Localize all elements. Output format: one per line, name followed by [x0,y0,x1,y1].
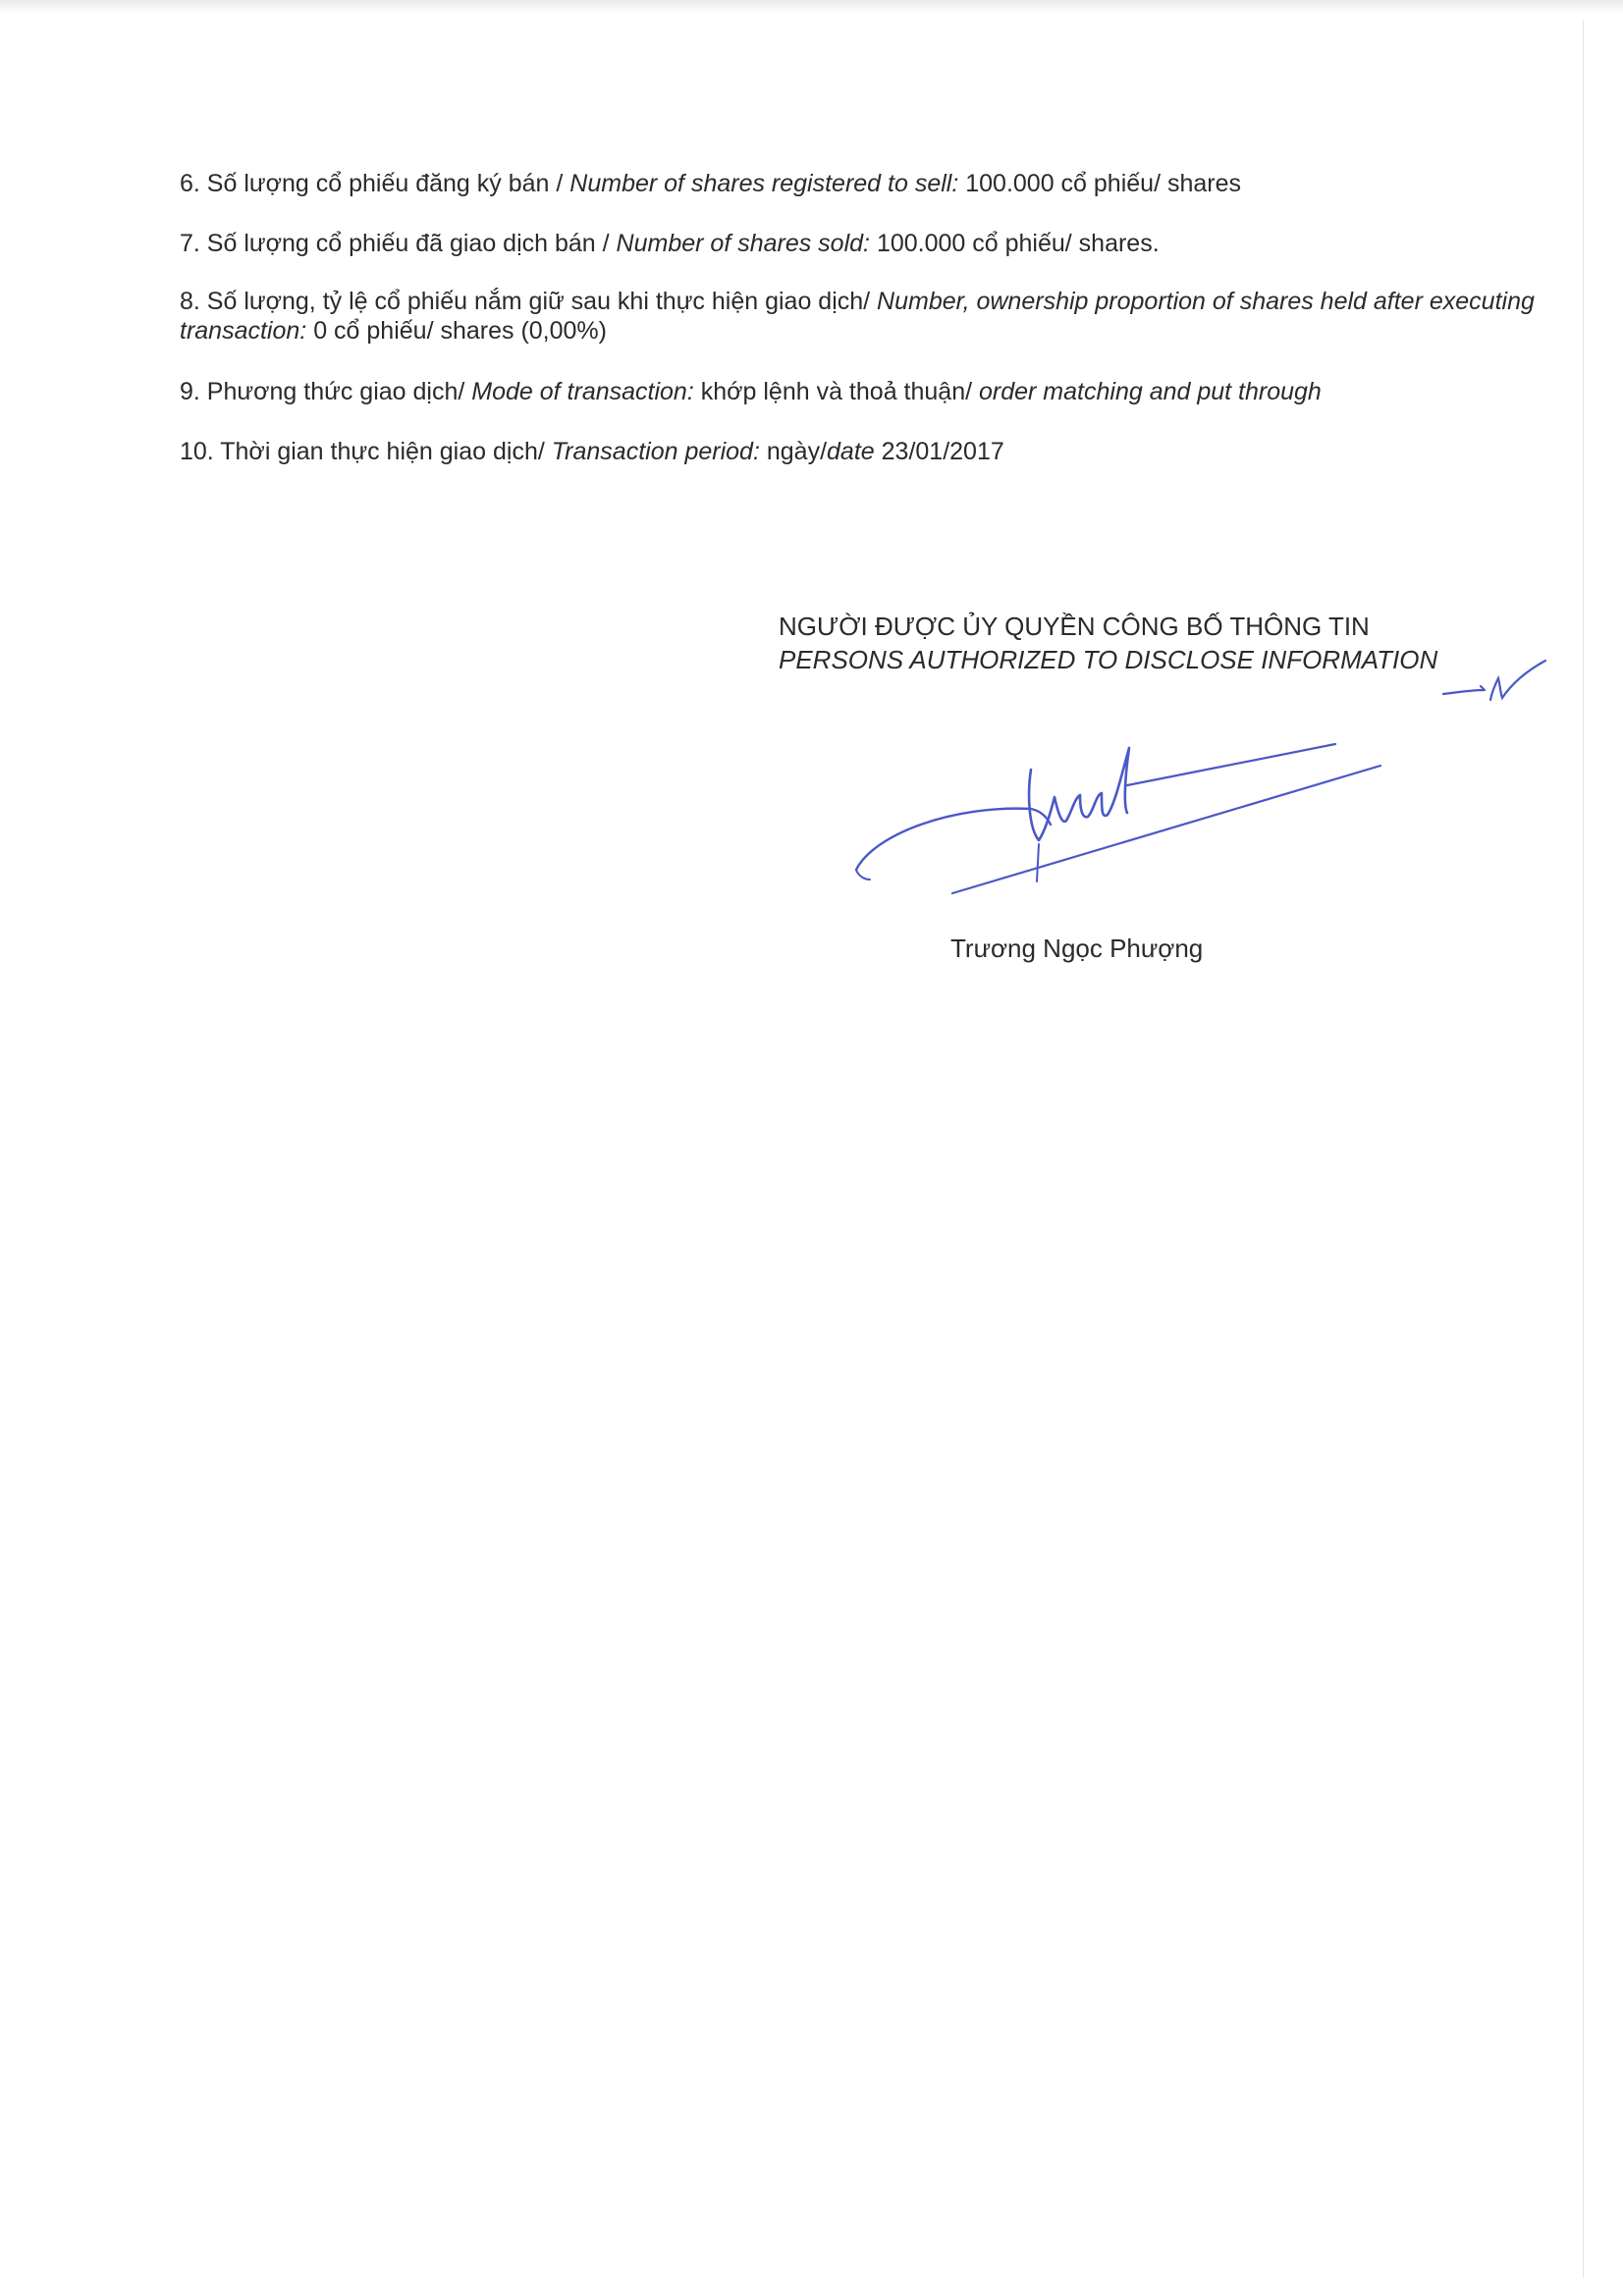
item-label-en: Number of shares sold: [616,230,870,257]
item-label-vi: 10. Thời gian thực hiện giao dịch/ [180,438,552,465]
item-label-en: Number of shares registered to sell: [569,170,959,197]
item-label-vi: 7. Số lượng cổ phiếu đã giao dịch bán / [180,230,617,257]
item-label-en: Number, ownership proportion of shares held after executing transaction: [180,288,1535,345]
scan-line-right [1583,20,1584,2277]
scan-edge-top [0,0,1623,14]
signature-block [779,610,1437,676]
item-date: 23/01/2017 [874,438,1004,465]
handwritten-signature [844,726,1394,903]
item-value-en: order matching and put through [979,378,1322,405]
item-transaction-period [180,437,1004,466]
item-label-vi: 6. Số lượng cổ phiếu đăng ký bán / [180,170,570,197]
signer-role-en: PERSONS AUTHORIZED TO DISCLOSE INFORMATION [779,645,1438,674]
item-value-en: date [827,438,875,465]
signer-role-vi: NGƯỜI ĐƯỢC ỦY QUYỀN CÔNG BỐ THÔNG TIN [779,612,1370,641]
initial-mark [1441,643,1549,702]
item-value: 100.000 cổ phiếu/ shares [958,170,1242,197]
item-value: 0 cổ phiếu/ shares (0,00%) [306,317,607,345]
item-transaction-mode [180,377,1322,406]
item-label-en: Mode of transaction: [471,378,694,405]
item-registered-shares [180,169,1241,198]
item-shares-held-after [180,287,1535,346]
item-label-vi: 8. Số lượng, tỷ lệ cổ phiếu nắm giữ sau khi thực hiện giao dịch/ [180,288,878,315]
item-value-vi: khớp lệnh và thoả thuận/ [693,378,979,405]
item-sold-shares [180,229,1160,258]
item-value: 100.000 cổ phiếu/ shares. [870,230,1160,257]
signer-name: Trương Ngọc Phượng [950,934,1204,963]
item-label-en: Transaction period: [551,438,760,465]
item-value-vi: ngày/ [759,438,828,465]
item-label-vi: 9. Phương thức giao dịch/ [180,378,472,405]
